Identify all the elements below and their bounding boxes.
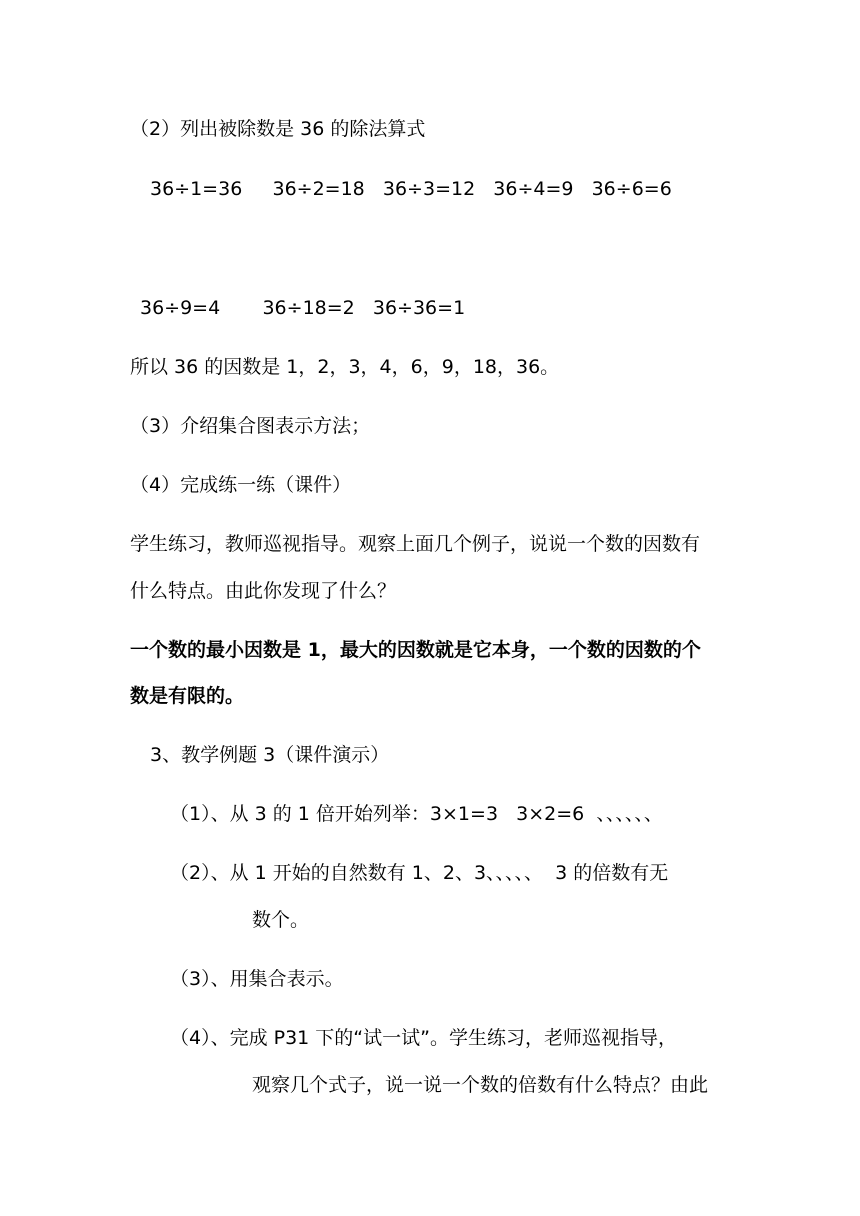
conclusion-line: 一个数的最小因数是 1，最大的因数就是它本身，一个数的因数的个 (130, 639, 701, 661)
example-3-step-3: （3）、用集合表示。 (170, 968, 344, 990)
step-3-heading: （3）介绍集合图表示方法； (130, 415, 371, 437)
example-3-step-4: （4）、完成 P31 下的“试一试”。学生练习，老师巡视指导， (170, 1027, 677, 1049)
division-equations-row-2: 36÷9=4 36÷18=2 36÷36=1 (140, 297, 466, 319)
paragraph-line: 学生练习，教师巡视指导。观察上面几个例子，说说一个数的因数有 (130, 533, 701, 555)
division-equations-row-1: 36÷1=36 36÷2=18 36÷3=12 36÷4=9 36÷6=6 (150, 178, 672, 200)
example-3-step-1: （1）、从 3 的 1 倍开始列举：3×1=3 3×2=6 、、、、、、 (170, 803, 663, 825)
example-3-step-4-continued: 观察几个式子，说一说一个数的倍数有什么特点？由此 (252, 1074, 709, 1096)
conclusion-line: 数是有限的。 (130, 685, 245, 707)
step-4-heading: （4）完成练一练（课件） (130, 474, 352, 496)
example-3-step-2: （2）、从 1 开始的自然数有 1、2、3、、、、、 3 的倍数有无 (170, 862, 669, 884)
factors-of-36: 所以 36 的因数是 1，2，3，4，6，9，18，36。 (130, 356, 560, 378)
paragraph-line: 什么特点。由此你发现了什么？ (130, 580, 397, 602)
example-3-step-2-continued: 数个。 (252, 909, 310, 931)
step-2-heading: （2）列出被除数是 36 的除法算式 (130, 118, 426, 140)
example-3-heading: 3、教学例题 3（课件演示） (150, 744, 390, 766)
